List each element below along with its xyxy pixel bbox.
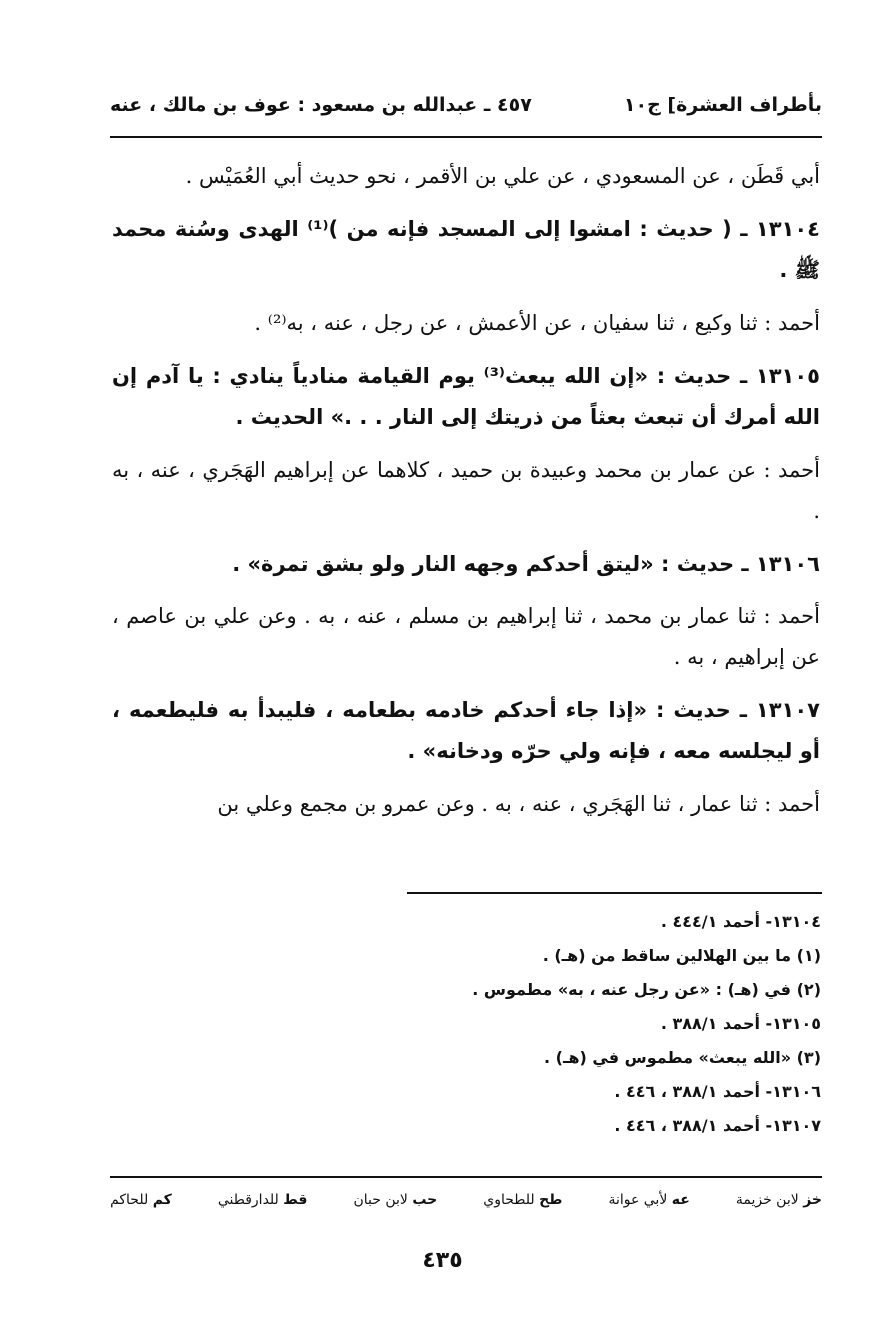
footnote: (١) ما بين الهلالين ساقط من (هـ) . (542, 946, 821, 965)
footer-rule (110, 1176, 822, 1178)
source-paragraph: أحمد : ثنا عمار ، ثنا الهَجَري ، عنه ، به . وعن عمرو بن مجمع وعلي بن (217, 792, 820, 817)
hadith-paragraph: ١٣١٠٥ ـ حديث : «إن الله يبعث⁽³⁾ يوم القيامة منادياً ينادي : يا آدم إن الله أمرك أن تبعث بعثاً من ذريتك إلى النار . . .» الحديث . (112, 363, 820, 429)
running-header (110, 88, 822, 124)
book-title: بأطراف العشرة] ج١٠ (623, 94, 822, 116)
abbreviation (218, 1192, 308, 1208)
abbreviation (353, 1192, 437, 1208)
hadith-paragraph: ١٣١٠٦ ـ حديث : «ليتق أحدكم وجهه النار ولو بشق تمرة» . (232, 551, 820, 576)
abbreviation-name: لابن خزيمة (735, 1192, 799, 1208)
abbreviation-code: قط (283, 1192, 308, 1208)
footnote: ١٣١٠٧- أحمد ٣٨٨/١ ، ٤٤٦ . (614, 1116, 821, 1135)
abbreviation (736, 1192, 822, 1208)
footnote: ١٣١٠٥- أحمد ٣٨٨/١ . (660, 1014, 821, 1033)
footnote: ١٣١٠٦- أحمد ٣٨٨/١ ، ٤٤٦ . (614, 1082, 821, 1101)
abbreviation (483, 1192, 562, 1208)
abbreviation-code: حب (412, 1192, 438, 1208)
source-paragraph: أبي قَطَن ، عن المسعودي ، عن علي بن الأقمر ، نحو حديث أبي العُمَيْس . (185, 164, 820, 188)
abbreviation-name: لأبي عوانة (608, 1192, 668, 1208)
footnote: (٣) «الله يبعث» مطموس في (هـ) . (544, 1048, 821, 1067)
footnote: (٢) في (هـ) : «عن رجل عنه ، به» مطموس . (472, 980, 821, 999)
abbreviation (608, 1192, 689, 1208)
footnotes (401, 905, 821, 1143)
abbreviation-code: طح (539, 1192, 563, 1208)
footnote-rule (407, 892, 822, 894)
abbreviations-key (110, 1192, 822, 1208)
source-paragraph: أحمد : ثنا وكيع ، ثنا سفيان ، عن الأعمش ، عن رجل ، عنه ، به⁽²⁾ . (254, 310, 820, 335)
abbreviation-name: للطحاوي (483, 1192, 535, 1208)
chapter-title: ٤٥٧ ـ عبدالله بن مسعود : عوف بن مالك ، عنه (110, 94, 532, 116)
hadith-paragraph: ١٣١٠٤ ـ ( حديث : امشوا إلى المسجد فإنه من )⁽¹⁾ الهدى وسُنة محمد ﷺ . (112, 216, 820, 282)
abbreviation-name: للدارقطني (217, 1192, 279, 1208)
source-paragraph: أحمد : عن عمار بن محمد وعبيدة بن حميد ، كلاهما عن إبراهيم الهَجَري ، عنه ، به . (112, 457, 820, 523)
main-text (112, 156, 820, 837)
page-number: ٤٣٥ (422, 1248, 463, 1273)
abbreviation-name: لابن حبان (353, 1192, 408, 1208)
abbreviation-code: عه (671, 1192, 690, 1208)
abbreviation (110, 1192, 172, 1208)
abbreviation-name: للحاكم (110, 1192, 149, 1208)
footnote: ١٣١٠٤- أحمد ٤٤٤/١ . (660, 912, 821, 931)
hadith-paragraph: ١٣١٠٧ ـ حديث : «إذا جاء أحدكم خادمه بطعامه ، فليبدأ به فليطعمه ، أو ليجلسه معه ، فإنه ولي حرّه ودخانه» . (112, 698, 820, 764)
header-rule (110, 136, 822, 138)
source-paragraph: أحمد : ثنا عمار بن محمد ، ثنا إبراهيم بن مسلم ، عنه ، به . وعن علي بن عاصم ، عن إبراهيم ، به . (112, 604, 820, 670)
abbreviation-code: كم (152, 1192, 172, 1208)
abbreviation-code: خز (803, 1192, 822, 1208)
